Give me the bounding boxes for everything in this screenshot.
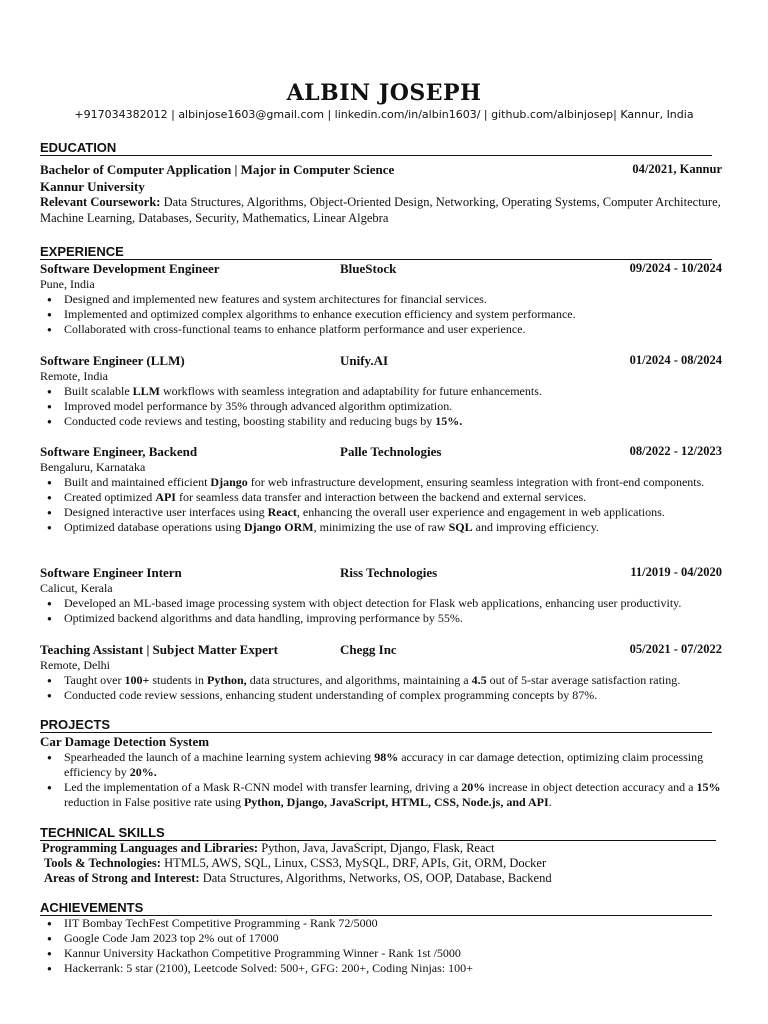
job-bullet xyxy=(40,505,726,520)
section-title-skills: TECHNICAL SKILLS xyxy=(40,825,716,841)
text-segment: Led the implementation of a Mask R-CNN model with transfer learning, driving a xyxy=(64,780,462,794)
job-company: Unify.AI xyxy=(340,353,389,368)
skills-value: Data Structures, Algorithms, Networks, OS, OOP, Database, Backend xyxy=(199,871,552,885)
section-title-experience: EXPERIENCE xyxy=(40,244,712,260)
job-location: Bengaluru, Karnataka xyxy=(40,460,146,474)
text-segment: Implemented and optimized complex algorithms to enhance execution efficiency and system performance. xyxy=(64,307,576,321)
text-segment: Developed an ML-based image processing system with object detection for Flask web applications, enhancing user productivity. xyxy=(64,596,682,610)
project-bullet xyxy=(40,780,726,810)
project-bullet xyxy=(40,750,726,780)
bold-segment: 4.5 xyxy=(471,673,487,687)
text-segment: students in xyxy=(149,673,207,687)
job-location: Remote, India xyxy=(40,369,108,383)
bold-segment: 98% xyxy=(374,750,399,764)
skills-row xyxy=(44,871,730,886)
achievement-item: ● IIT Bombay TechFest Competitive Programming - Rank 72/5000 xyxy=(40,916,726,931)
section-title-achievements: ACHIEVEMENTS xyxy=(40,900,712,916)
job-dates: 09/2024 - 10/2024 xyxy=(629,261,722,275)
job-location: Calicut, Kerala xyxy=(40,581,113,595)
job-bullet xyxy=(40,520,726,535)
skills-value: Python, Java, JavaScript, Django, Flask, React xyxy=(258,841,495,855)
bold-segment: 20%. xyxy=(129,765,157,779)
text-segment: Built and maintained efficient xyxy=(64,475,211,489)
section-title-education: EDUCATION xyxy=(40,140,712,156)
coursework-line-2: Machine Learning, Databases, Security, Mathematics, Linear Algebra xyxy=(40,211,389,225)
job-bullet xyxy=(40,322,726,337)
text-segment: workflows with seamless integration and adaptability for future enhancements. xyxy=(160,384,542,398)
job-bullet xyxy=(40,673,726,688)
job-bullet xyxy=(40,292,726,307)
project-bullet-list xyxy=(40,750,726,810)
bold-segment: SQL xyxy=(448,520,473,534)
coursework-text-1: Data Structures, Algorithms, Object-Oriented Design, Networking, Operating Systems, Computer Architecture, xyxy=(163,195,721,209)
candidate-name: ALBIN JOSEPH xyxy=(286,80,482,106)
text-segment: reduction in False positive rate using xyxy=(64,795,244,809)
education-degree: Bachelor of Computer Application | Major in Computer Science xyxy=(40,162,395,177)
text-segment: Conducted code review sessions, enhancing student understanding of complex programming concepts by 87%. xyxy=(64,688,598,702)
text-segment: Conducted code reviews and testing, boosting stability and reducing bugs by xyxy=(64,414,436,428)
skills-label: Tools & Technologies: xyxy=(44,856,161,870)
bold-segment: Python, Django, JavaScript, HTML, CSS, Node.js, and API xyxy=(243,795,549,809)
job-company: Riss Technologies xyxy=(340,565,438,580)
skills-row xyxy=(42,841,728,856)
job-bullet xyxy=(40,475,726,490)
job-dates: 08/2022 - 12/2023 xyxy=(629,444,722,458)
text-segment: Designed interactive user interfaces using xyxy=(64,505,268,519)
skills-label: Programming Languages and Libraries: xyxy=(42,841,259,855)
skills-label: Areas of Strong and Interest: xyxy=(44,871,200,885)
section-title-projects: PROJECTS xyxy=(40,717,712,733)
text-segment: for web infrastructure development, ensuring seamless integration with front-end components. xyxy=(247,475,705,489)
job-bullet xyxy=(40,611,726,626)
text-segment: Collaborated with cross-functional teams to enhance platform performance and user experience. xyxy=(64,322,526,336)
job-location: Pune, India xyxy=(40,277,95,291)
text-segment: Created optimized xyxy=(64,490,156,504)
job-company: BlueStock xyxy=(340,261,397,276)
text-segment: data structures, and algorithms, maintaining a xyxy=(246,673,472,687)
job-company: Chegg Inc xyxy=(340,642,397,657)
text-segment: Taught over xyxy=(64,673,125,687)
text-segment: increase in object detection accuracy and a xyxy=(485,780,697,794)
bold-segment: 15% xyxy=(696,780,721,794)
text-segment: out of 5-star average satisfaction rating. xyxy=(486,673,681,687)
achievement-item: ● Kannur University Hackathon Competitive Programming Winner - Rank 1st /5000 xyxy=(40,946,726,961)
text-segment: , minimizing the use of raw xyxy=(313,520,449,534)
job-dates: 01/2024 - 08/2024 xyxy=(629,353,722,367)
job-title: Teaching Assistant | Subject Matter Expert xyxy=(40,642,278,657)
job-dates: 11/2019 - 04/2020 xyxy=(630,565,722,579)
job-bullet-list xyxy=(40,475,726,535)
job-bullet xyxy=(40,490,726,505)
bold-segment: Django ORM xyxy=(243,520,314,534)
text-segment: Improved model performance by 35% through advanced algorithm optimization. xyxy=(64,399,453,413)
job-bullet xyxy=(40,414,726,429)
bold-segment: LLM xyxy=(132,384,160,398)
job-title: Software Engineer Intern xyxy=(40,565,182,580)
text-segment: for seamless data transfer and interaction between the backend and external services. xyxy=(175,490,587,504)
job-bullet-list xyxy=(40,384,726,429)
bold-segment: React xyxy=(267,505,297,519)
job-bullet xyxy=(40,688,726,703)
text-segment: Spearheaded the launch of a machine learning system achieving xyxy=(64,750,375,764)
job-location: Remote, Delhi xyxy=(40,658,110,672)
skills-row xyxy=(44,856,730,871)
job-title: Software Engineer, Backend xyxy=(40,444,198,459)
bold-segment: 20% xyxy=(461,780,486,794)
text-segment: . xyxy=(548,795,552,809)
skills-value: HTML5, AWS, SQL, Linux, CSS3, MySQL, DRF, APIs, Git, ORM, Docker xyxy=(160,856,547,870)
job-bullet-list xyxy=(40,673,726,703)
job-bullet xyxy=(40,307,726,322)
job-company: Palle Technologies xyxy=(340,444,442,459)
text-segment: , enhancing the overall user experience and engagement in web applications. xyxy=(296,505,665,519)
job-bullet-list xyxy=(40,292,726,337)
achievement-item: ● Google Code Jam 2023 top 2% out of 17000 xyxy=(40,931,726,946)
coursework-line-1 xyxy=(40,195,726,210)
text-segment: accuracy in car damage detection, optimizing claim processing efficiency by xyxy=(64,750,704,779)
text-segment: Optimized backend algorithms and data handling, improving performance by 55%. xyxy=(64,611,463,625)
text-segment: Optimized database operations using xyxy=(64,520,244,534)
coursework-label: Relevant Coursework: xyxy=(40,195,161,209)
job-bullet-list xyxy=(40,596,726,626)
education-date: 04/2021, Kannur xyxy=(632,162,722,176)
contact-line: +917034382012 | albinjose1603@gmail.com | linkedin.com/in/albin1603/ | github.com/albinjosep| Kannur, India xyxy=(74,108,694,121)
job-bullet xyxy=(40,384,726,399)
achievement-item: ● Hackerrank: 5 star (2100), Leetcode Solved: 500+, GFG: 200+, Coding Ninjas: 100+ xyxy=(40,961,726,976)
job-bullet xyxy=(40,596,726,611)
text-segment: and improving efficiency. xyxy=(472,520,599,534)
bold-segment: 15%. xyxy=(435,414,463,428)
education-school: Kannur University xyxy=(40,179,145,194)
text-segment: Designed and implemented new features and system architectures for financial services. xyxy=(64,292,487,306)
text-segment: Built scalable xyxy=(64,384,133,398)
bold-segment: API xyxy=(155,490,176,504)
job-title: Software Engineer (LLM) xyxy=(40,353,185,368)
achievement-bullet-list xyxy=(40,916,726,976)
bold-segment: Python, xyxy=(207,673,247,687)
project-title: Car Damage Detection System xyxy=(40,734,210,749)
bold-segment: 100+ xyxy=(124,673,150,687)
job-bullet xyxy=(40,399,726,414)
bold-segment: Django xyxy=(210,475,248,489)
job-title: Software Development Engineer xyxy=(40,261,220,276)
job-dates: 05/2021 - 07/2022 xyxy=(629,642,722,656)
